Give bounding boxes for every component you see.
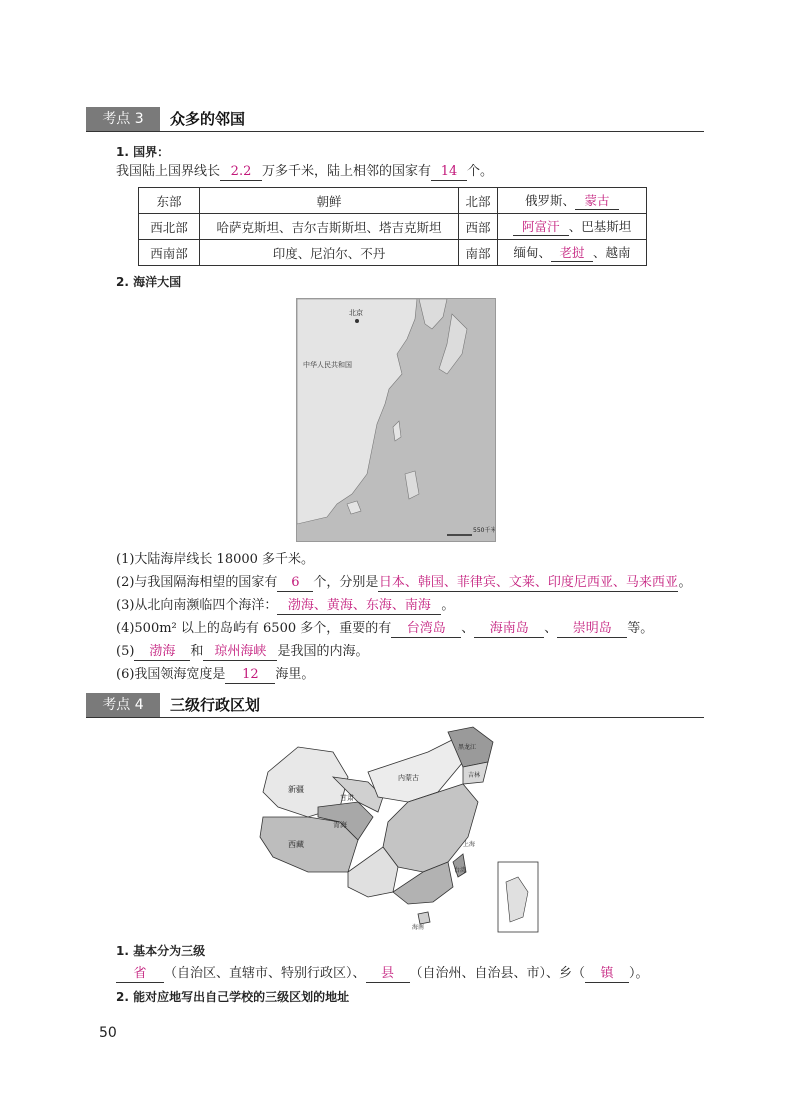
answer-blank: 老挝 xyxy=(551,245,593,262)
map-label-hainan: 海南 xyxy=(412,924,425,931)
table-row xyxy=(139,240,647,266)
table-cell: 南部 xyxy=(459,240,498,266)
map-label-heilongjiang: 黑龙江 xyxy=(458,744,477,751)
table-cell: 阿富汗 、巴基斯坦 xyxy=(498,214,647,240)
admin-q2-heading: 2. 能对应地写出自己学校的三级区划的地址 xyxy=(116,990,350,1004)
map-label-jilin: 吉林 xyxy=(468,772,481,779)
answer-blank: 省 xyxy=(116,966,164,983)
neighbor-table xyxy=(138,187,647,266)
answer-blank: 琼州海峡 xyxy=(203,644,277,661)
answer-neighbor-count: 14 xyxy=(431,164,467,181)
answer-blank: 日本、韩国、菲律宾、文莱、印度尼西亚、马来西亚 xyxy=(378,575,678,590)
table-row xyxy=(139,188,647,214)
table-cell: 俄罗斯、 蒙古 xyxy=(498,188,647,214)
answer-border-length: 2.2 xyxy=(220,164,262,181)
ocean-q1: (1)大陆海岸线长 18000 多千米。 xyxy=(116,552,315,567)
table-row xyxy=(139,214,647,240)
answer-blank: 台湾岛 xyxy=(391,621,461,638)
table-cell: 印度、尼泊尔、不丹 xyxy=(200,240,459,266)
map-scale: 550千米 xyxy=(473,527,495,534)
section-header-3 xyxy=(86,107,704,132)
section-title: 众多的邻国 xyxy=(170,110,246,128)
ocean-q6: (6)我国领海宽度是 12 海里。 xyxy=(116,667,315,682)
answer-blank: 镇 xyxy=(585,966,629,983)
border-heading: 1. 国界： xyxy=(116,145,170,159)
page-number: 50 xyxy=(99,1025,117,1041)
section-tag: 考点 4 xyxy=(86,693,160,717)
map-label-qinghai: 青海 xyxy=(333,821,347,829)
section-title: 三级行政区划 xyxy=(170,696,261,714)
admin-map-graphic xyxy=(248,722,540,934)
table-cell: 朝鲜 xyxy=(200,188,459,214)
table-cell: 缅甸、 老挝 、越南 xyxy=(498,240,647,266)
map-label-gansu: 甘肃 xyxy=(340,794,354,802)
table-cell: 北部 xyxy=(459,188,498,214)
border-line: 我国陆上国界线长 2.2 万多千米，陆上相邻的国家有 14 个。 xyxy=(116,164,494,179)
map-label-country: 中华人民共和国 xyxy=(303,361,352,369)
admin-q1: 省 （自治区、直辖市、特别行政区）、 县 （自治州、自治县、市）、乡（ 镇 ）。 xyxy=(116,965,649,983)
ocean-q3: (3)从北向南濒临四个海洋： 渤海、黄海、东海、南海 。 xyxy=(116,598,455,613)
map-label-beijing: 北京 xyxy=(349,309,363,317)
ocean-heading: 2. 海洋大国 xyxy=(116,275,182,289)
ocean-q4: (4)500m² 以上的岛屿有 6500 多个，重要的有 台湾岛 、 海南岛 、 崇明岛 等。 xyxy=(116,621,654,636)
sea-map-graphic xyxy=(297,299,495,541)
answer-blank: 海南岛 xyxy=(474,621,544,638)
answer-blank: 蒙古 xyxy=(575,193,619,210)
answer-blank: 渤海、黄海、东海、南海 xyxy=(277,598,441,615)
map-label-xizang: 西藏 xyxy=(288,840,304,849)
ocean-q2: (2)与我国隔海相望的国家有 6 个，分别是日本、韩国、菲律宾、文莱、印度尼西亚、马来西亚。 xyxy=(116,575,692,590)
table-cell: 东部 xyxy=(139,188,200,214)
answer-blank: 6 xyxy=(277,575,313,592)
admin-q1-heading: 1. 基本分为三级 xyxy=(116,944,206,958)
ocean-q5: (5) 渤海 和 琼州海峡 是我国的内海。 xyxy=(116,644,369,659)
section-tag: 考点 3 xyxy=(86,107,160,131)
table-cell: 西部 xyxy=(459,214,498,240)
map-label-shanghai: 上海 xyxy=(463,841,476,848)
section-header-4 xyxy=(86,693,704,718)
answer-blank: 渤海 xyxy=(134,644,190,661)
east-asia-sea-map xyxy=(296,298,496,542)
table-cell: 西北部 xyxy=(139,214,200,240)
map-label-neimenggu: 内蒙古 xyxy=(398,774,419,782)
map-label-taiwan: 台湾 xyxy=(454,867,467,874)
table-cell: 西南部 xyxy=(139,240,200,266)
map-label-xinjiang: 新疆 xyxy=(288,785,304,794)
answer-blank: 崇明岛 xyxy=(557,621,627,638)
answer-blank: 阿富汗 xyxy=(513,219,569,236)
answer-blank: 12 xyxy=(225,667,275,684)
answer-blank: 县 xyxy=(366,966,410,983)
china-admin-map xyxy=(248,722,540,934)
table-cell: 哈萨克斯坦、吉尔吉斯斯坦、塔吉克斯坦 xyxy=(200,214,459,240)
